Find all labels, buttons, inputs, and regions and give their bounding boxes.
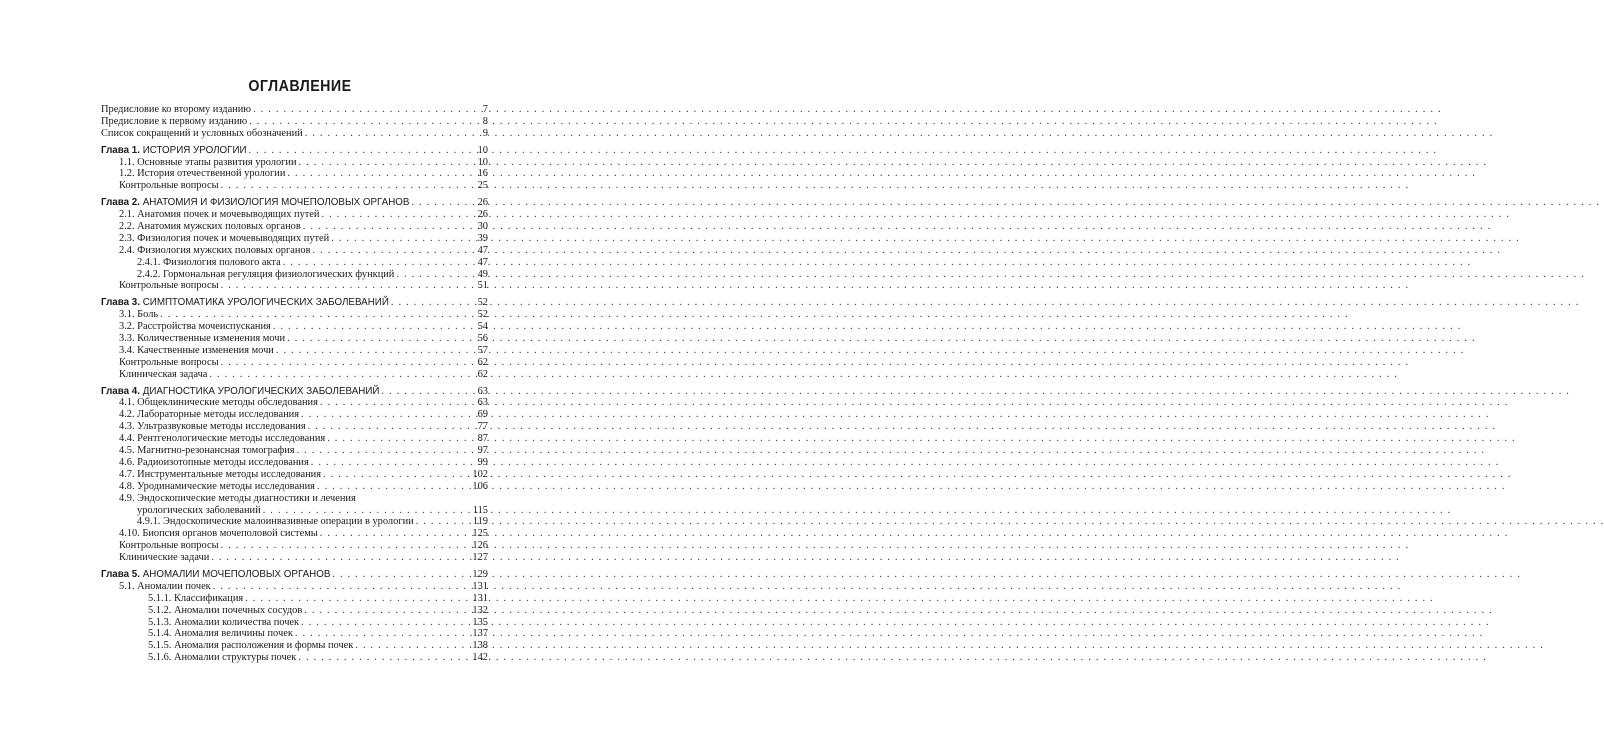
toc-entry-page: 119 [472, 516, 488, 528]
toc-entry-title: 2.1. Анатомия почек и мочевыводящих путей [119, 209, 320, 221]
toc-entry[interactable] [101, 209, 488, 221]
toc-entry[interactable] [101, 505, 488, 517]
toc-entry-title: 5.1.5. Аномалия расположения и формы почек [148, 640, 354, 652]
toc-entry[interactable] [101, 433, 488, 445]
toc-entry-page: 47 [477, 256, 488, 268]
toc-entry[interactable] [101, 257, 488, 269]
toc-entry-title: 4.4. Рентгенологические методы исследования [119, 433, 326, 445]
toc-entry-title: Контрольные вопросы [119, 180, 219, 192]
toc-entry-page: 97 [477, 445, 488, 457]
chapter-number: Глава 2. [101, 197, 140, 209]
toc-entry[interactable] [101, 345, 488, 357]
toc-entry-page: 106 [472, 480, 488, 492]
toc-entry[interactable] [101, 528, 488, 540]
toc-entry-page: 62 [477, 356, 488, 368]
toc-entry[interactable] [101, 409, 488, 421]
toc-entry[interactable] [101, 321, 488, 333]
toc-entry[interactable] [101, 269, 488, 281]
toc-entry-page: 137 [472, 628, 488, 640]
toc-entry-title: 2.2. Анатомия мужских половых органов [119, 221, 301, 233]
toc-entry[interactable] [101, 493, 488, 505]
toc-entry-page: 25 [477, 180, 488, 192]
toc-entry-title: 2.3. Физиология почек и мочевыводящих путей [119, 232, 330, 244]
toc-entry-title: 3.3. Количественные изменения мочи [119, 333, 286, 345]
toc-entry-title: 2.4.1. Физиология полового акта [137, 256, 281, 268]
toc-entry-page: 16 [477, 168, 488, 180]
toc-entry-title: 1.1. Основные этапы развития урологии [119, 156, 297, 168]
toc-entry-title: 3.1. Боль [119, 309, 159, 321]
toc-entry[interactable] [101, 309, 488, 321]
toc-entry-page: 77 [477, 421, 488, 433]
toc-entry-page: 99 [477, 456, 488, 468]
toc-entry-title: 2.4.2. Гормональная регуляция физиологических функций [137, 268, 395, 280]
page-title: ОГЛАВЛЕНИЕ [248, 78, 352, 95]
toc-entry-page: 47 [477, 244, 488, 256]
toc-entry-page: 57 [477, 344, 488, 356]
toc-entry-title: Контрольные вопросы [119, 540, 219, 552]
toc-entry[interactable] [101, 457, 488, 469]
toc-entry-title: 1.2. История отечественной урологии [119, 168, 286, 180]
toc-entry-title: Предисловие ко второму изданию [101, 104, 252, 115]
toc-entry[interactable] [101, 369, 488, 381]
toc-entry[interactable] [101, 280, 488, 292]
toc-entry[interactable] [101, 540, 488, 552]
toc-entry-page: 132 [472, 604, 488, 616]
toc-entry-title: 4.3. Ультразвуковые методы исследования [119, 421, 306, 433]
chapter-number: Глава 4. [101, 385, 140, 397]
toc-entry-page: 30 [477, 221, 488, 233]
toc-entry-page: 69 [477, 409, 488, 421]
toc-entry-title: 4.9.1. Эндоскопические малоинвазивные операции в урологии [137, 516, 414, 528]
toc-entry[interactable] [101, 128, 488, 140]
toc-entry-page: 10 [477, 144, 488, 156]
toc-entry-page: 49 [477, 268, 488, 280]
toc-entry-title: 4.10. Биопсия органов мочеполовой системы [119, 528, 318, 540]
toc-entry-title: Контрольные вопросы [119, 280, 219, 292]
toc-entry[interactable] [101, 421, 488, 433]
toc-entry[interactable] [101, 640, 488, 652]
toc-entry-page: 87 [477, 433, 488, 445]
toc-entry[interactable] [101, 245, 488, 257]
toc-entry-page: 63 [477, 385, 488, 397]
toc-entry-title: 4.7. Инструментальные методы исследования [119, 468, 321, 480]
toc-entry-page: 142 [472, 652, 488, 664]
toc-entry-title: 3.2. Расстройства мочеиспускания [119, 321, 271, 333]
toc-entry-page: 52 [477, 309, 488, 321]
chapter-title: СИМПТОМАТИКА УРОЛОГИЧЕСКИХ ЗАБОЛЕВАНИЙ [142, 297, 389, 309]
toc-entry[interactable] [101, 116, 488, 128]
toc-entry-title: 5.1. Аномалии почек [119, 580, 211, 592]
toc-entry[interactable] [101, 221, 488, 233]
toc-entry-page: 129 [472, 568, 488, 580]
toc-entry-title: 3.4. Качественные изменения мочи [119, 344, 274, 356]
toc-entry-page: 26 [477, 197, 488, 209]
toc-entry-page: 63 [477, 397, 488, 409]
toc-entry-title: 4.9. Эндоскопические методы диагностики и лечения [119, 492, 356, 504]
toc-entry-title: Список сокращений и условных обозначений [101, 127, 303, 139]
toc-entry-title: 5.1.2. Аномалии почечных сосудов [148, 604, 303, 616]
toc-entry-title: Клинические задачи [119, 552, 210, 564]
toc-entry-page: 10 [477, 156, 488, 168]
toc-entry-title: 5.1.3. Аномалии количества почек [148, 616, 300, 628]
toc-entry-page: 26 [477, 209, 488, 221]
toc-entry-page: 51 [477, 280, 488, 292]
toc-entry-page: 39 [477, 232, 488, 244]
toc-entry-title: Контрольные вопросы [119, 356, 219, 368]
toc-entry[interactable] [101, 445, 488, 457]
toc-entry-page: 54 [477, 321, 488, 333]
toc-entry-page: 115 [472, 504, 488, 516]
chapter-number: Глава 1. [101, 144, 140, 156]
toc-entry-title: 5.1.1. Классификация [148, 592, 244, 604]
toc-entry-title: 4.5. Магнитно-резонансная томография [119, 445, 295, 457]
toc-chapter-1[interactable] [101, 145, 488, 157]
toc-entry-title: Предисловие к первому изданию [101, 115, 248, 127]
chapter-number: Глава 5. [101, 568, 140, 580]
toc-entry-page: 62 [477, 368, 488, 380]
toc-entry-page: 127 [472, 552, 488, 564]
toc-entry[interactable] [101, 552, 488, 564]
toc-entry-title: урологических заболеваний [137, 504, 261, 516]
toc-entry[interactable] [101, 357, 488, 369]
toc-entry[interactable] [101, 180, 488, 192]
chapter-title: ИСТОРИЯ УРОЛОГИИ [142, 144, 247, 156]
toc-entry-title: 4.6. Радиоизотопные методы исследования [119, 456, 309, 468]
toc-entry-page: 131 [472, 592, 488, 604]
toc-entry-title: 5.1.4. Аномалия величины почек [148, 628, 293, 640]
toc-entry[interactable] [101, 617, 488, 629]
toc-entry-page: 138 [472, 640, 488, 652]
toc-entry[interactable] [101, 397, 488, 409]
toc-entry-page: 126 [472, 540, 488, 552]
toc-entry[interactable] [101, 157, 488, 169]
toc-entry-page: 102 [472, 468, 488, 480]
toc-entry-page: 56 [477, 333, 488, 345]
toc-entry-page: 125 [472, 528, 488, 540]
toc-chapter-3[interactable] [101, 297, 488, 309]
toc-entry-page: 8 [482, 115, 488, 127]
toc-entry[interactable] [101, 652, 488, 664]
toc-entry[interactable] [101, 469, 488, 481]
toc-entry-page: 131 [472, 580, 488, 592]
chapter-title: АНАТОМИЯ И ФИЗИОЛОГИЯ МОЧЕПОЛОВЫХ ОРГАНОВ [142, 197, 410, 209]
toc-entry[interactable] [101, 481, 488, 493]
toc-entry-title: 5.1.6. Аномалии структуры почек [148, 652, 297, 664]
chapter-title: АНОМАЛИИ МОЧЕПОЛОВЫХ ОРГАНОВ [142, 568, 331, 580]
toc-entry-title: 4.1. Общеклинические методы обследования [119, 397, 318, 409]
toc-entry-page: 7 [482, 104, 488, 115]
toc-entry[interactable] [101, 628, 488, 640]
toc-entry[interactable] [101, 333, 488, 345]
toc-entry[interactable] [101, 605, 488, 617]
toc-entry-title: 4.2. Лабораторные методы исследования [119, 409, 299, 421]
toc-entry-title: Клиническая задача [119, 368, 208, 380]
toc-entry-title: 2.4. Физиология мужских половых органов [119, 244, 311, 256]
toc-chapter-2[interactable] [101, 197, 488, 209]
chapter-title: ДИАГНОСТИКА УРОЛОГИЧЕСКИХ ЗАБОЛЕВАНИЙ [142, 385, 380, 397]
toc-chapter-4[interactable] [101, 386, 488, 398]
toc-chapter-5[interactable] [101, 569, 488, 581]
toc-entry-page: 52 [477, 297, 488, 309]
toc-entry-page: 9 [482, 127, 488, 139]
page [0, 0, 600, 750]
toc-entry[interactable] [101, 104, 488, 116]
toc-entry[interactable] [101, 581, 488, 593]
toc-entry-title: 4.8. Уродинамические методы исследования [119, 480, 315, 492]
toc-entry[interactable] [101, 168, 488, 180]
toc-entry[interactable] [101, 233, 488, 245]
toc-entry[interactable] [101, 593, 488, 605]
toc-entry-page: 135 [472, 616, 488, 628]
chapter-number: Глава 3. [101, 297, 140, 309]
toc-entry[interactable] [101, 516, 488, 528]
table-of-contents [101, 104, 488, 664]
